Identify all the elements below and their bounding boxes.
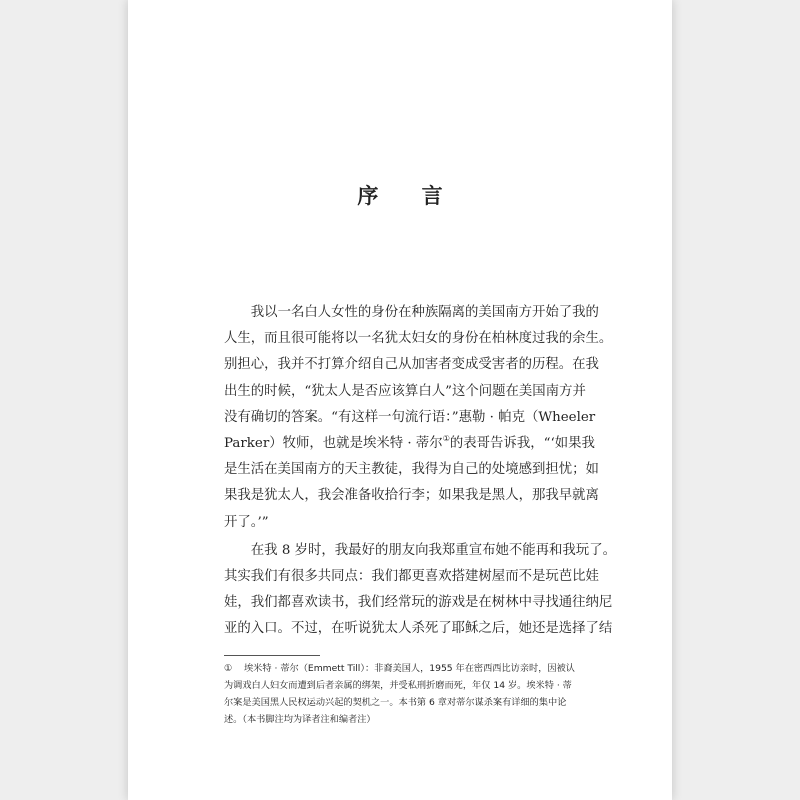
footnote-text: 埃米特 · 蒂尔（Emmett Till）：非裔美国人，1955 年在密西西比访亲时，因被认	[244, 663, 575, 674]
body-text	[224, 300, 616, 643]
text-line: 在我 8 岁时，我最好的朋友向我郑重宣布她不能再和我玩了。	[250, 542, 616, 558]
paragraph-2	[224, 538, 616, 643]
text-line: 亚的入口。不过，在听说犹太人杀死了耶稣之后，她还是选择了结	[224, 621, 613, 637]
text-line: 是生活在美国南方的天主教徒，我得为自己的处境感到担忧；如	[224, 462, 599, 478]
paragraph-1	[224, 300, 613, 536]
book-page	[128, 0, 672, 800]
footnote	[224, 660, 606, 728]
footnote-line	[224, 660, 606, 677]
text-line: 果我是犹太人，我会准备收拾行李；如果我是黑人，那我早就离	[224, 488, 599, 504]
text-line: 开了。’”	[224, 514, 269, 530]
footnote-reference[interactable]: ①	[442, 434, 450, 444]
footnote-line: 尔案是美国黑人民权运动兴起的契机之一。本书第 6 章对蒂尔谋杀案有详细的集中论	[224, 697, 567, 708]
footnote-mark: ①	[224, 663, 233, 674]
text-line	[224, 431, 604, 457]
footnote-line: 为调戏白人妇女而遭到后者亲属的绑架，并受私刑折磨而死，年仅 14 岁。埃米特 · 蒂	[224, 680, 572, 691]
text-line: 没有确切的答案。“有这样一句流行语：”惠勒 · 帕克（Wheeler	[224, 409, 596, 425]
text-line: 其实我们有很多共同点：我们都更喜欢搭建树屋而不是玩芭比娃	[224, 569, 599, 585]
text-line: 我以一名白人女性的身份在种族隔离的美国南方开始了我的	[250, 305, 599, 320]
text-segment: 的表哥告诉我，“‘如果我	[449, 436, 595, 452]
text-line: 娃，我们都喜欢读书，我们经常玩的游戏是在树林中寻找通往纳尼	[224, 595, 613, 611]
text-line: 别担心，我并不打算介绍自己从加害者变成受害者的历程。在我	[224, 357, 599, 373]
text-line: 出生的时候，“犹太人是否应该算白人”这个问题在美国南方并	[224, 383, 586, 399]
text-segment: Parker）牧师，也就是埃米特 · 蒂尔	[224, 436, 443, 452]
footnote-divider	[224, 655, 320, 656]
text-line: 人生，而且很可能将以一名犹太妇女的身份在柏林度过我的余生。	[224, 331, 613, 347]
footnote-line: 述。（本书脚注均为译者注和编者注）	[224, 714, 376, 725]
chapter-title: 序 言	[357, 183, 461, 208]
